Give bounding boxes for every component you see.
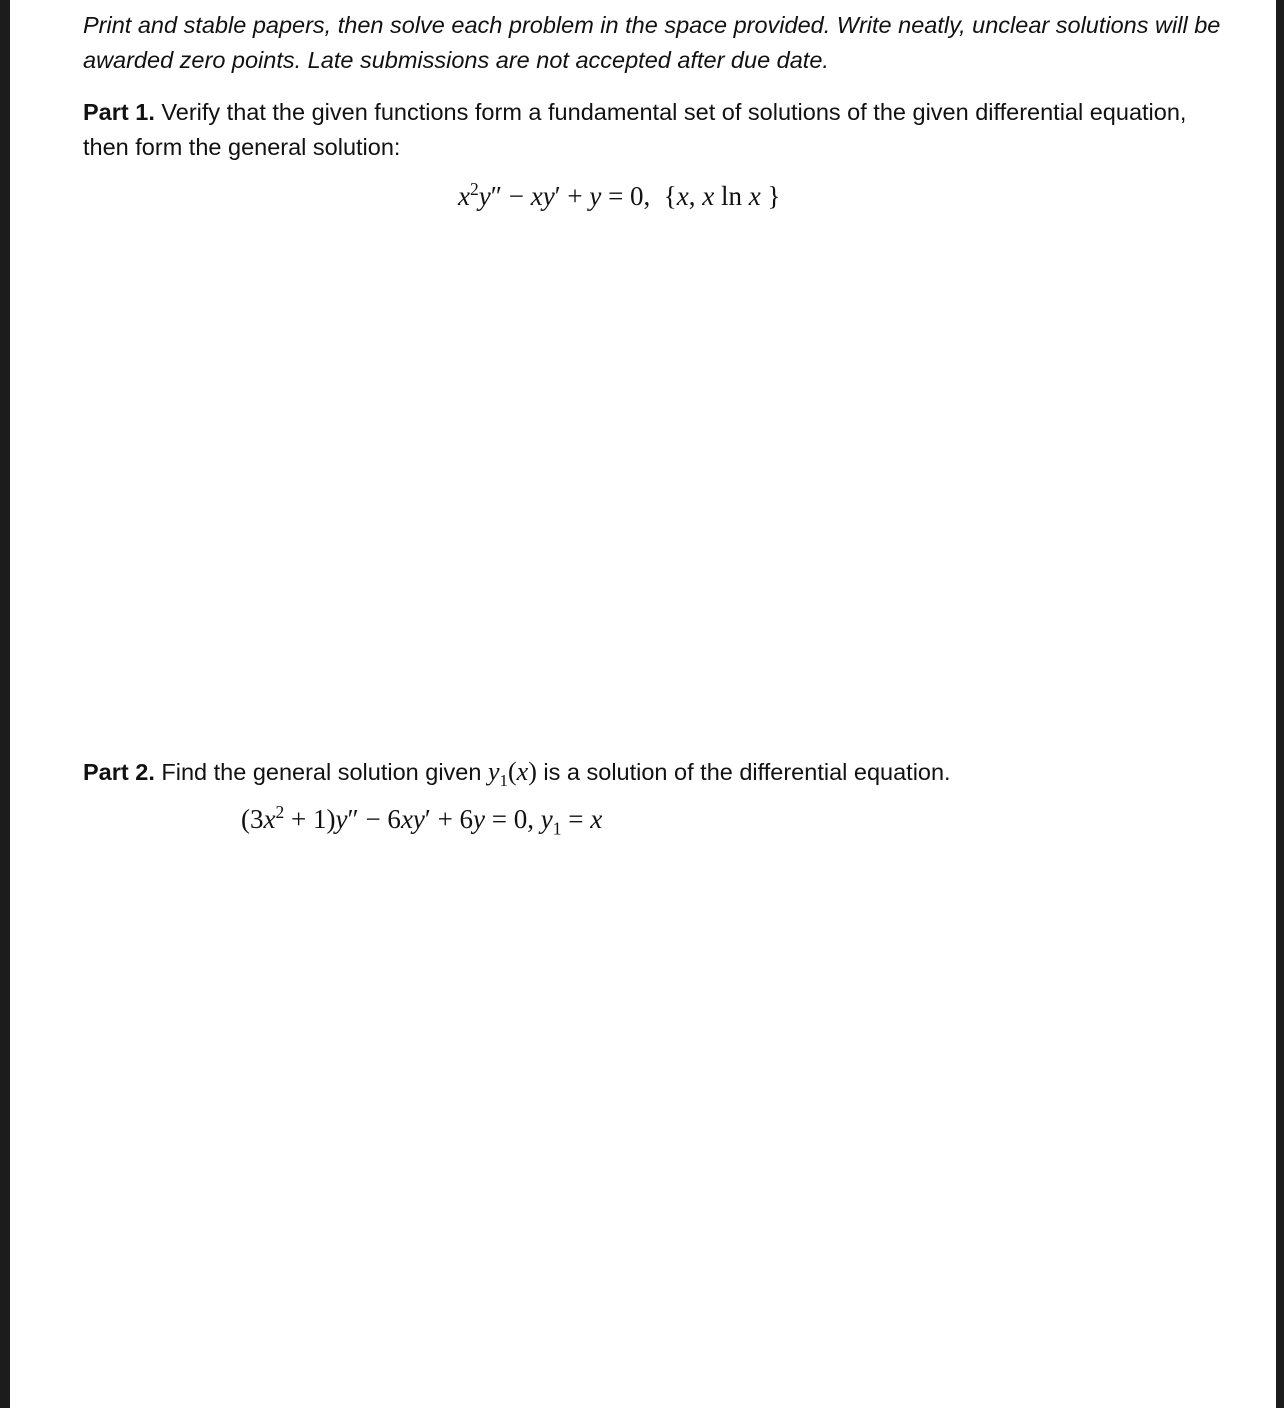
part2-inline-math: $y_1(x)$ [488,757,537,786]
part1-equation: $x^2y'' - xy' + y = 0$, {x, x ln x } [458,179,781,211]
part2-equation-text [241,804,242,805]
part2-equation: $(3x^2 + 1)y'' - 6xy' + 6y = 0$, $y_1 = x$ [241,802,603,839]
document-page [10,0,1276,1408]
part2-label: Part 2. [83,759,155,785]
part1-paragraph [83,95,1233,165]
instructions-text: Print and stable papers, then solve each problem in the space provided. Write neatly, unclear solutions will be awarded zero points. Late submissions are not accepted after due date. [83,12,1221,73]
part2-text-after: is a solution of the differential equation. [543,759,951,785]
part1-label: Part 1. [83,99,155,125]
part2-paragraph [83,754,1233,790]
part1-text: Verify that the given functions form a fundamental set of solutions of the given differential equation, then form the general solution: [83,99,1187,160]
right-screen-edge [1276,0,1284,1408]
part2-text-before: Find the general solution given [161,759,482,785]
left-screen-edge [0,0,10,1408]
part2-inline-math-text [537,754,538,755]
